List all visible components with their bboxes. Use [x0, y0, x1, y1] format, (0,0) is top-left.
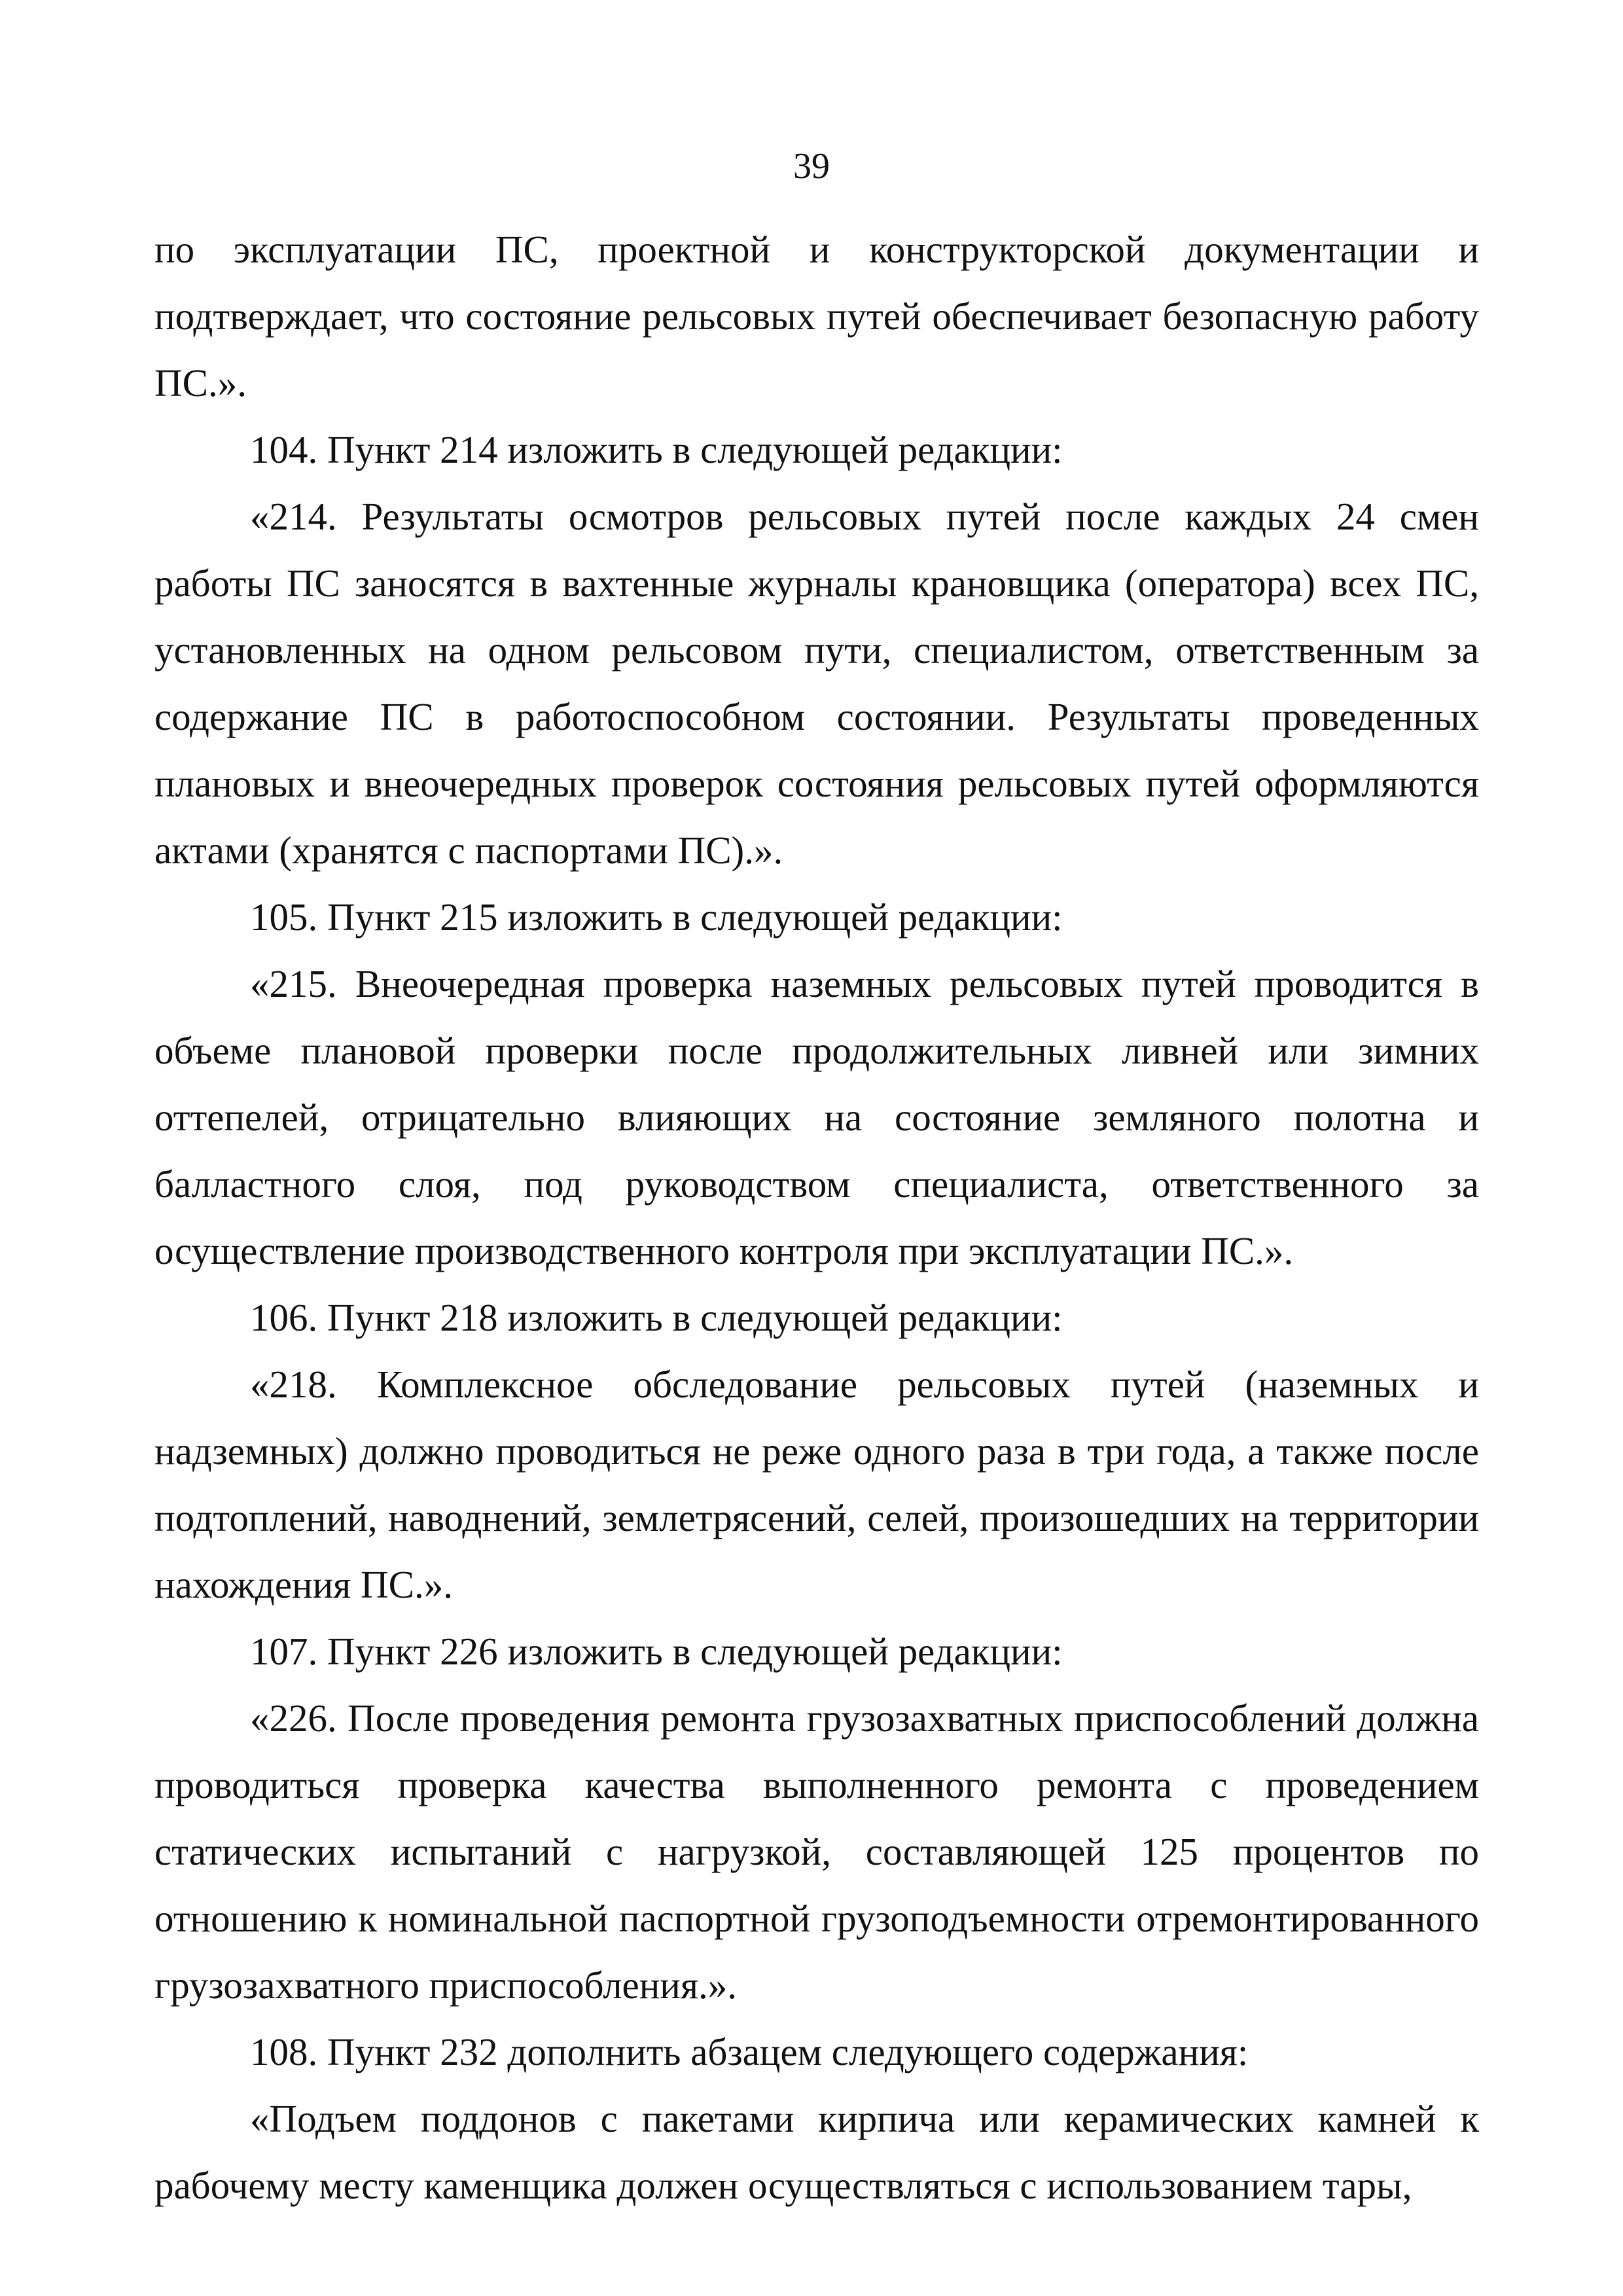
paragraph-item-104: 104. Пункт 214 изложить в следующей редакции:: [250, 428, 1063, 471]
paragraph-item-106: 106. Пункт 218 изложить в следующей редакции:: [250, 1296, 1063, 1339]
paragraph-clause-226: «226. После проведения ремонта грузозахватных приспособлений должна проводиться проверка качества выполненного ремонта с проведением статических испытаний с нагрузкой, составляющей 125 процентов по отношению к номинальной паспортной грузоподъемности отремонтированного грузозахватного приспособления.».: [154, 1696, 1479, 2007]
paragraph-item-105: 105. Пункт 215 изложить в следующей редакции:: [250, 895, 1063, 939]
paragraph-clause-232-addition: «Подъем поддонов с пакетами кирпича или керамических камней к рабочему месту каменщика должен осуществляться с использованием тары,: [154, 2097, 1479, 2207]
paragraph-clause-214: «214. Результаты осмотров рельсовых путей после каждых 24 смен работы ПС заносятся в вахтенные журналы крановщика (оператора) всех ПС, установленных на одном рельсовом пути, специалистом, ответственным за содержание ПС в работоспособном состоянии. Результаты проведенных плановых и внеочередных проверок состояния рельсовых путей оформляются актами (хранятся с паспортами ПС).».: [154, 495, 1479, 872]
document-body: [154, 216, 1479, 2219]
paragraph-clause-215: «215. Внеочередная проверка наземных рельсовых путей проводится в объеме плановой проверки после продолжительных ливней или зимних оттепелей, отрицательно влияющих на состояние земляного полотна и балластного слоя, под руководством специалиста, ответственного за осуществление производственного контроля при эксплуатации ПС.».: [154, 962, 1479, 1272]
paragraph-clause-218: «218. Комплексное обследование рельсовых путей (наземных и надземных) должно проводиться не реже одного раза в три года, а также после подтоплений, наводнений, землетрясений, селей, произошедших на территории нахождения ПС.».: [154, 1363, 1479, 1606]
paragraph-continuation: по эксплуатации ПС, проектной и конструкторской документации и подтверждает, что состояние рельсовых путей обеспечивает безопасную работу ПС.».: [154, 228, 1479, 404]
page-number: 39: [793, 146, 830, 187]
paragraph-item-107: 107. Пункт 226 изложить в следующей редакции:: [250, 1630, 1063, 1673]
paragraph-item-108: 108. Пункт 232 дополнить абзацем следующего содержания:: [250, 2030, 1249, 2073]
